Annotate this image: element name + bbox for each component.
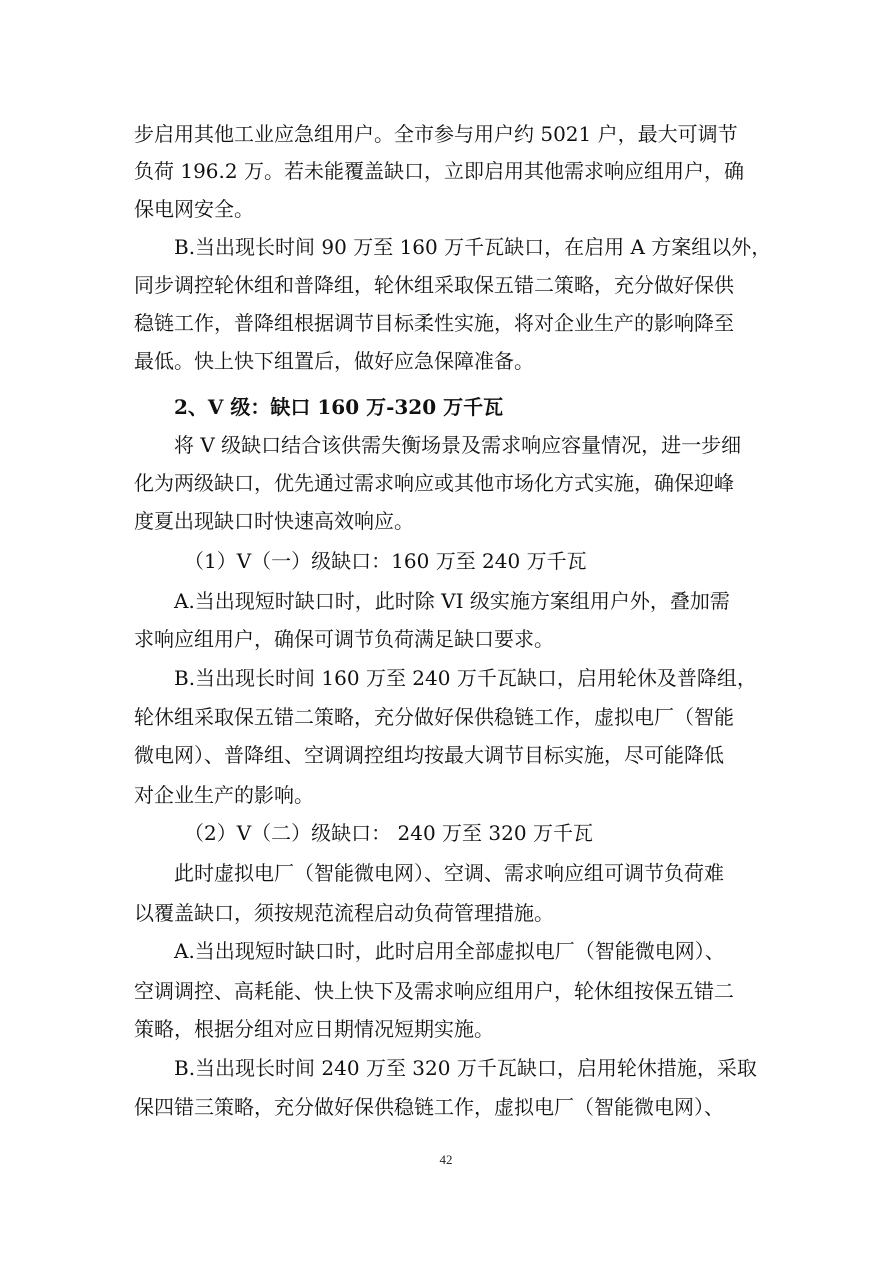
text-line: 保四错三策略，充分做好保供稳链工作，虚拟电厂（智能微电网）、 — [134, 1095, 724, 1119]
text-line: 同步调控轮休组和普降组，轮休组采取保五错二策略，充分做好保供 — [134, 273, 734, 297]
text-line: 此时虚拟电厂（智能微电网）、空调、需求响应组可调节负荷难 — [174, 861, 724, 885]
page-number: 42 — [439, 1152, 453, 1167]
text-line: 步启用其他工业应急组用户。全市参与用户约 5021 户，最大可调节 — [134, 122, 738, 146]
text-line: 将 V 级缺口结合该供需失衡场景及需求响应容量情况，进一步细 — [174, 433, 742, 457]
text-line: 空调调控、高耗能、快上快下及需求响应组用户，轮休组按保五错二 — [134, 979, 734, 1003]
text-line: B.当出现长时间 240 万至 320 万千瓦缺口，启用轮休措施，采取 — [174, 1056, 757, 1080]
text-line: 对企业生产的影响。 — [134, 783, 314, 807]
text-line: 以覆盖缺口，须按规范流程启动负荷管理措施。 — [134, 901, 554, 925]
text-line: B.当出现长时间 160 万至 240 万千瓦缺口，启用轮休及普降组， — [174, 666, 757, 690]
text-line: A.当出现短时缺口时，此时启用全部虚拟电厂（智能微电网）、 — [174, 939, 725, 963]
subsection-heading: （1）V（一）级缺口：160 万至 240 万千瓦 — [184, 549, 587, 573]
text-line: 求响应组用户，确保可调节负荷满足缺口要求。 — [134, 627, 554, 651]
text-line: 轮休组采取保五错二策略，充分做好保供稳链工作，虚拟电厂（智能 — [134, 705, 734, 729]
text-line: 负荷 196.2 万。若未能覆盖缺口，立即启用其他需求响应组用户，确 — [134, 159, 744, 183]
text-line: 稳链工作，普降组根据调节目标柔性实施，将对企业生产的影响降至 — [134, 311, 734, 335]
text-line: 保电网安全。 — [134, 197, 254, 221]
text-line: 化为两级缺口，优先通过需求响应或其他市场化方式实施，确保迎峰 — [134, 471, 734, 495]
section-heading: 2、V 级：缺口 160 万-320 万千瓦 — [174, 395, 504, 419]
subsection-heading: （2）V（二）级缺口： 240 万至 320 万千瓦 — [184, 821, 593, 845]
text-line: B.当出现长时间 90 万至 160 万千瓦缺口，在启用 A 方案组以外， — [174, 235, 772, 259]
text-line: 策略，根据分组对应日期情况短期实施。 — [134, 1017, 494, 1041]
text-line: 最低。快上快下组置后，做好应急保障准备。 — [134, 349, 534, 373]
text-line: 微电网）、普降组、空调调控组均按最大调节目标实施，尽可能降低 — [134, 743, 724, 767]
text-line: 度夏出现缺口时快速高效响应。 — [134, 509, 414, 533]
text-line: A.当出现短时缺口时，此时除 VI 级实施方案组用户外，叠加需 — [174, 589, 730, 613]
